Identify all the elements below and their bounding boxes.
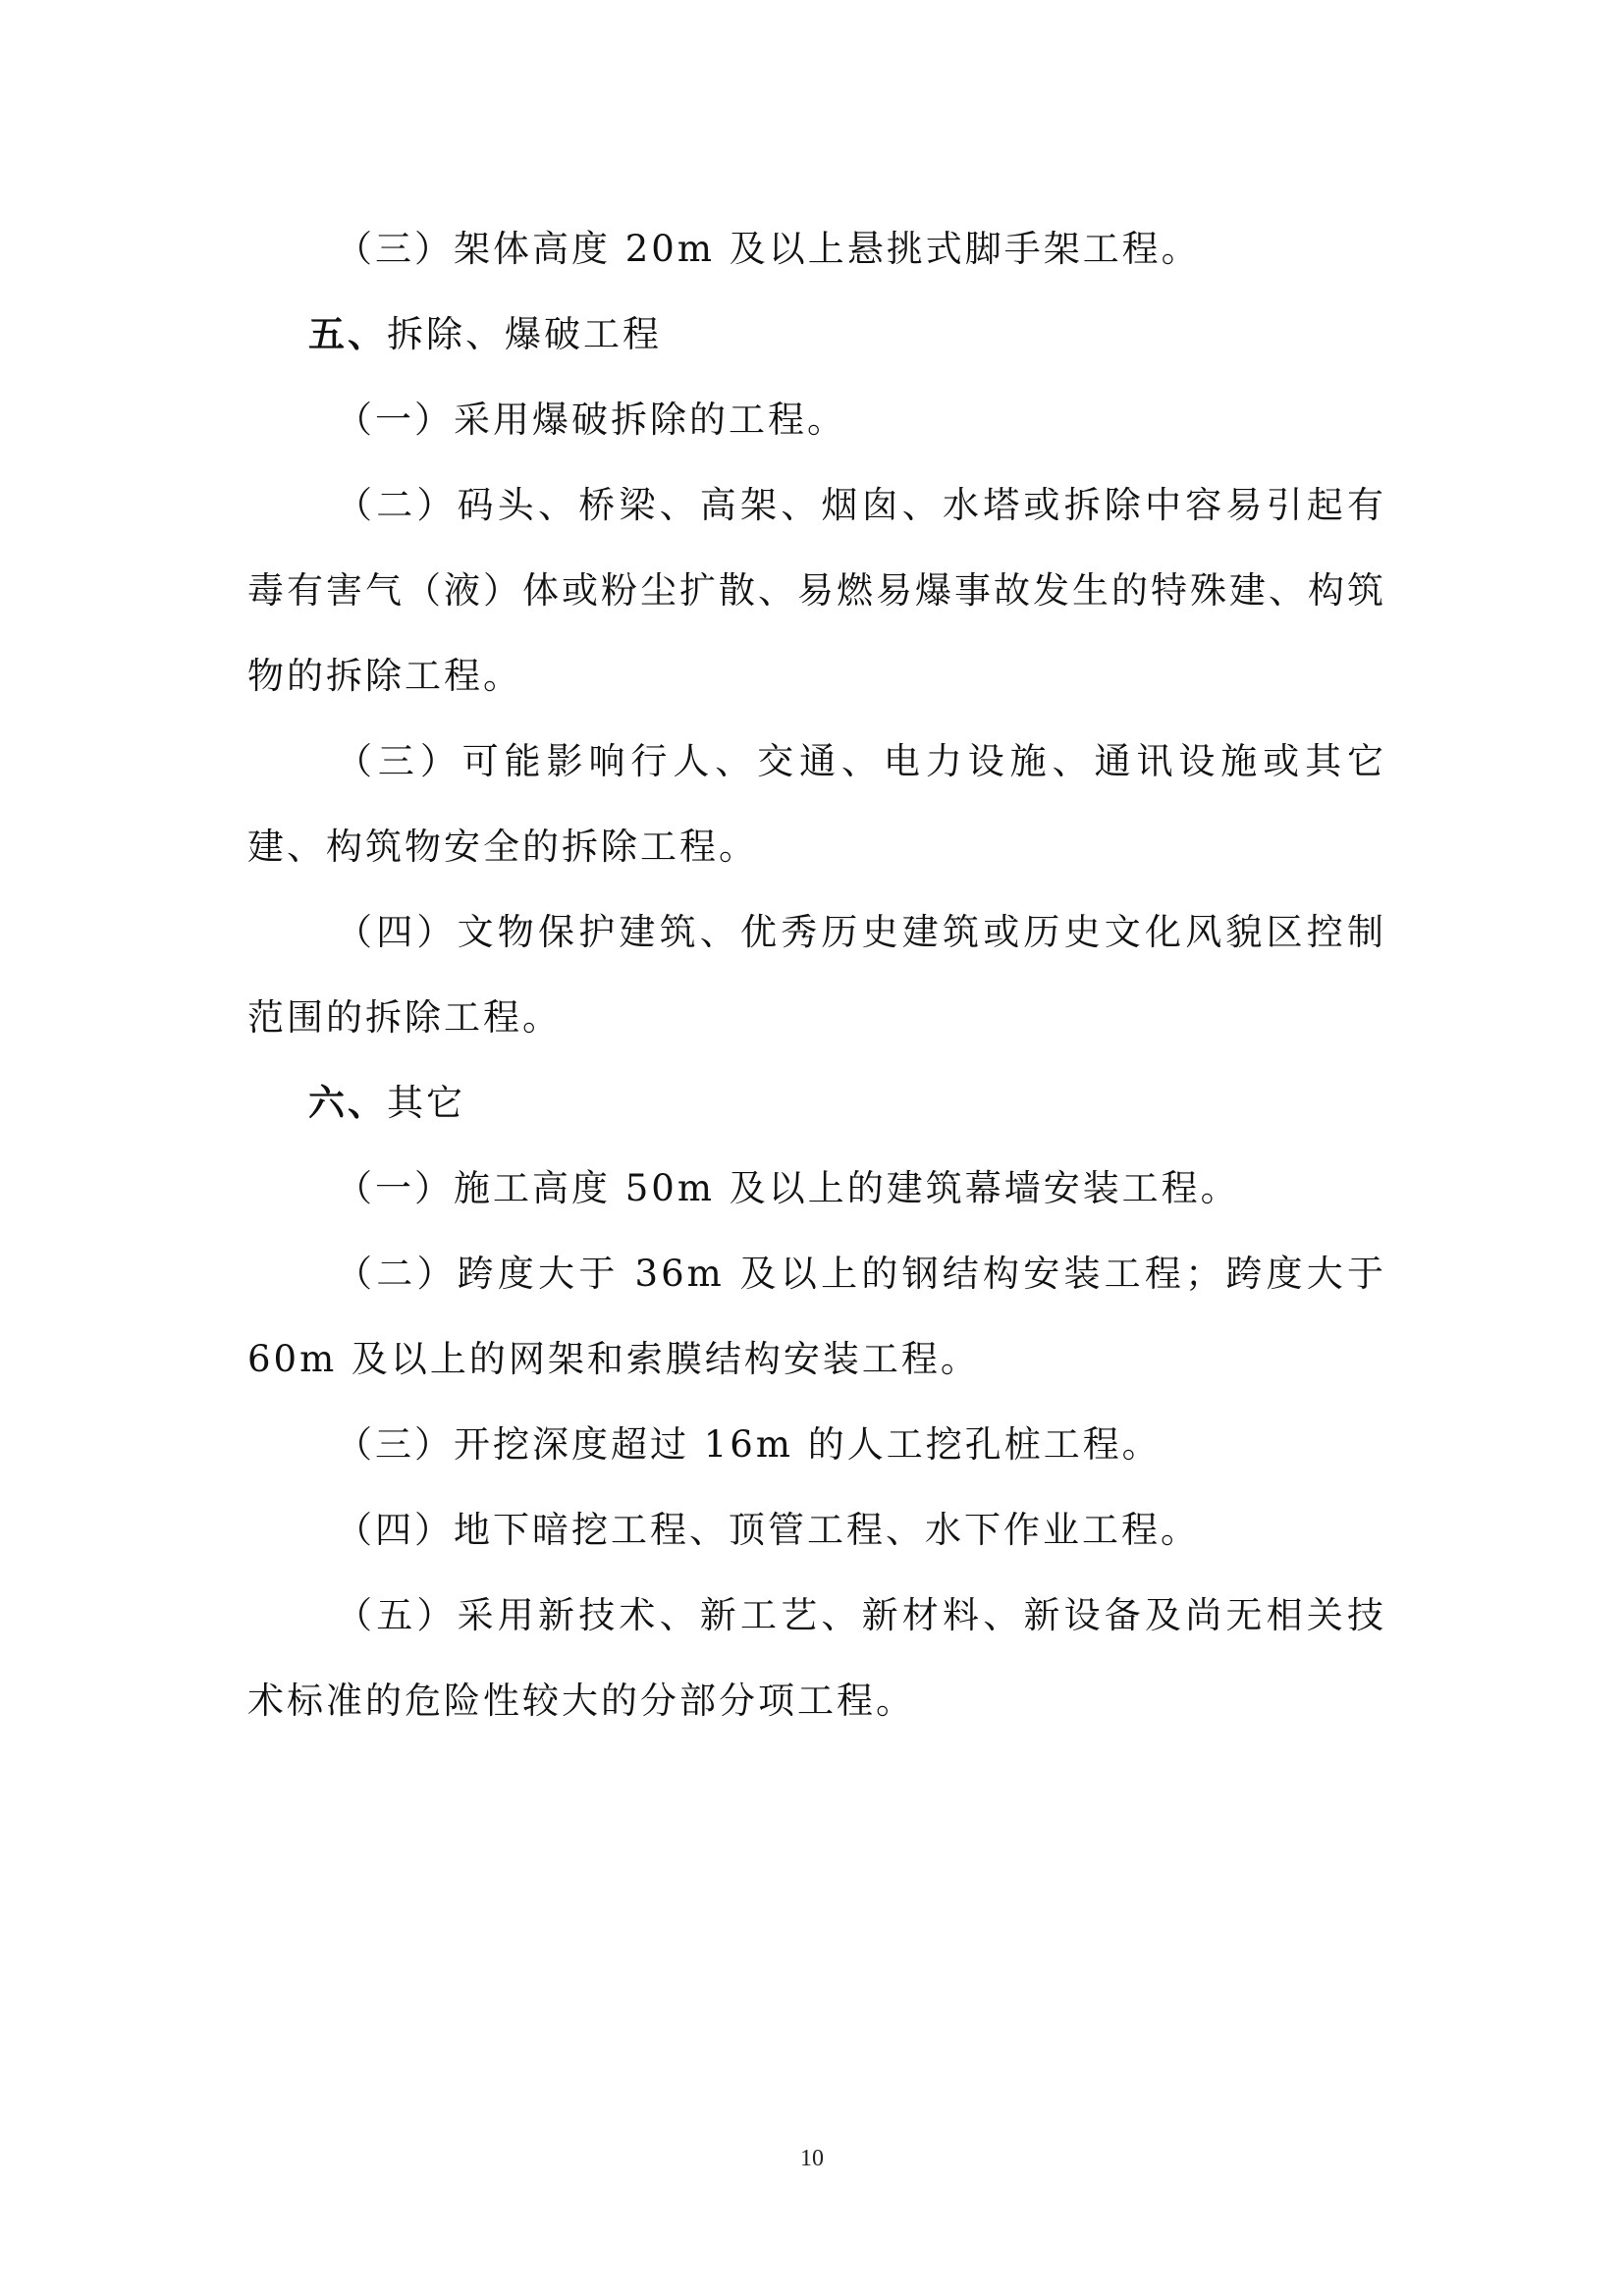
section-title: 拆除、爆破工程: [387, 313, 662, 355]
section-number: 五、: [308, 312, 387, 355]
section-number: 六、: [308, 1081, 387, 1124]
paragraph-other-item-4: （四）地下暗挖工程、顶管工程、水下作业工程。: [336, 1509, 1200, 1551]
paragraph-scaffold-item-3: （三）架体高度 20m 及以上悬挑式脚手架工程。: [336, 228, 1201, 270]
paragraph-demolition-item-3: （三）可能影响行人、交通、电力设施、通讯设施或其它建、构筑物安全的拆除工程。: [247, 740, 1386, 868]
paragraph-demolition-item-1: （一）采用爆破拆除的工程。: [336, 399, 846, 441]
paragraph-demolition-item-2: （二）码头、桥梁、高架、烟囱、水塔或拆除中容易引起有毒有害气（液）体或粉尘扩散、易燃易爆事故发生的特殊建、构筑物的拆除工程。: [247, 484, 1386, 697]
paragraph-other-item-3: （三）开挖深度超过 16m 的人工挖孔桩工程。: [336, 1423, 1162, 1466]
section-title: 其它: [387, 1082, 465, 1124]
paragraph-other-item-1: （一）施工高度 50m 及以上的建筑幕墙安装工程。: [336, 1167, 1240, 1209]
page-number: 10: [800, 2146, 824, 2171]
paragraph-other-item-2: （二）跨度大于 36m 及以上的钢结构安装工程；跨度大于 60m 及以上的网架和索膜结构安装工程。: [247, 1253, 1386, 1380]
section-heading-demolition: [247, 292, 1386, 377]
paragraph-other-item-5: （五）采用新技术、新工艺、新材料、新设备及尚无相关技术标准的危险性较大的分部分项工程。: [247, 1594, 1386, 1722]
paragraph-demolition-item-4: （四）文物保护建筑、优秀历史建筑或历史文化风貌区控制范围的拆除工程。: [247, 911, 1386, 1039]
section-heading-other: [247, 1060, 1386, 1146]
document-body: [247, 206, 1386, 1743]
